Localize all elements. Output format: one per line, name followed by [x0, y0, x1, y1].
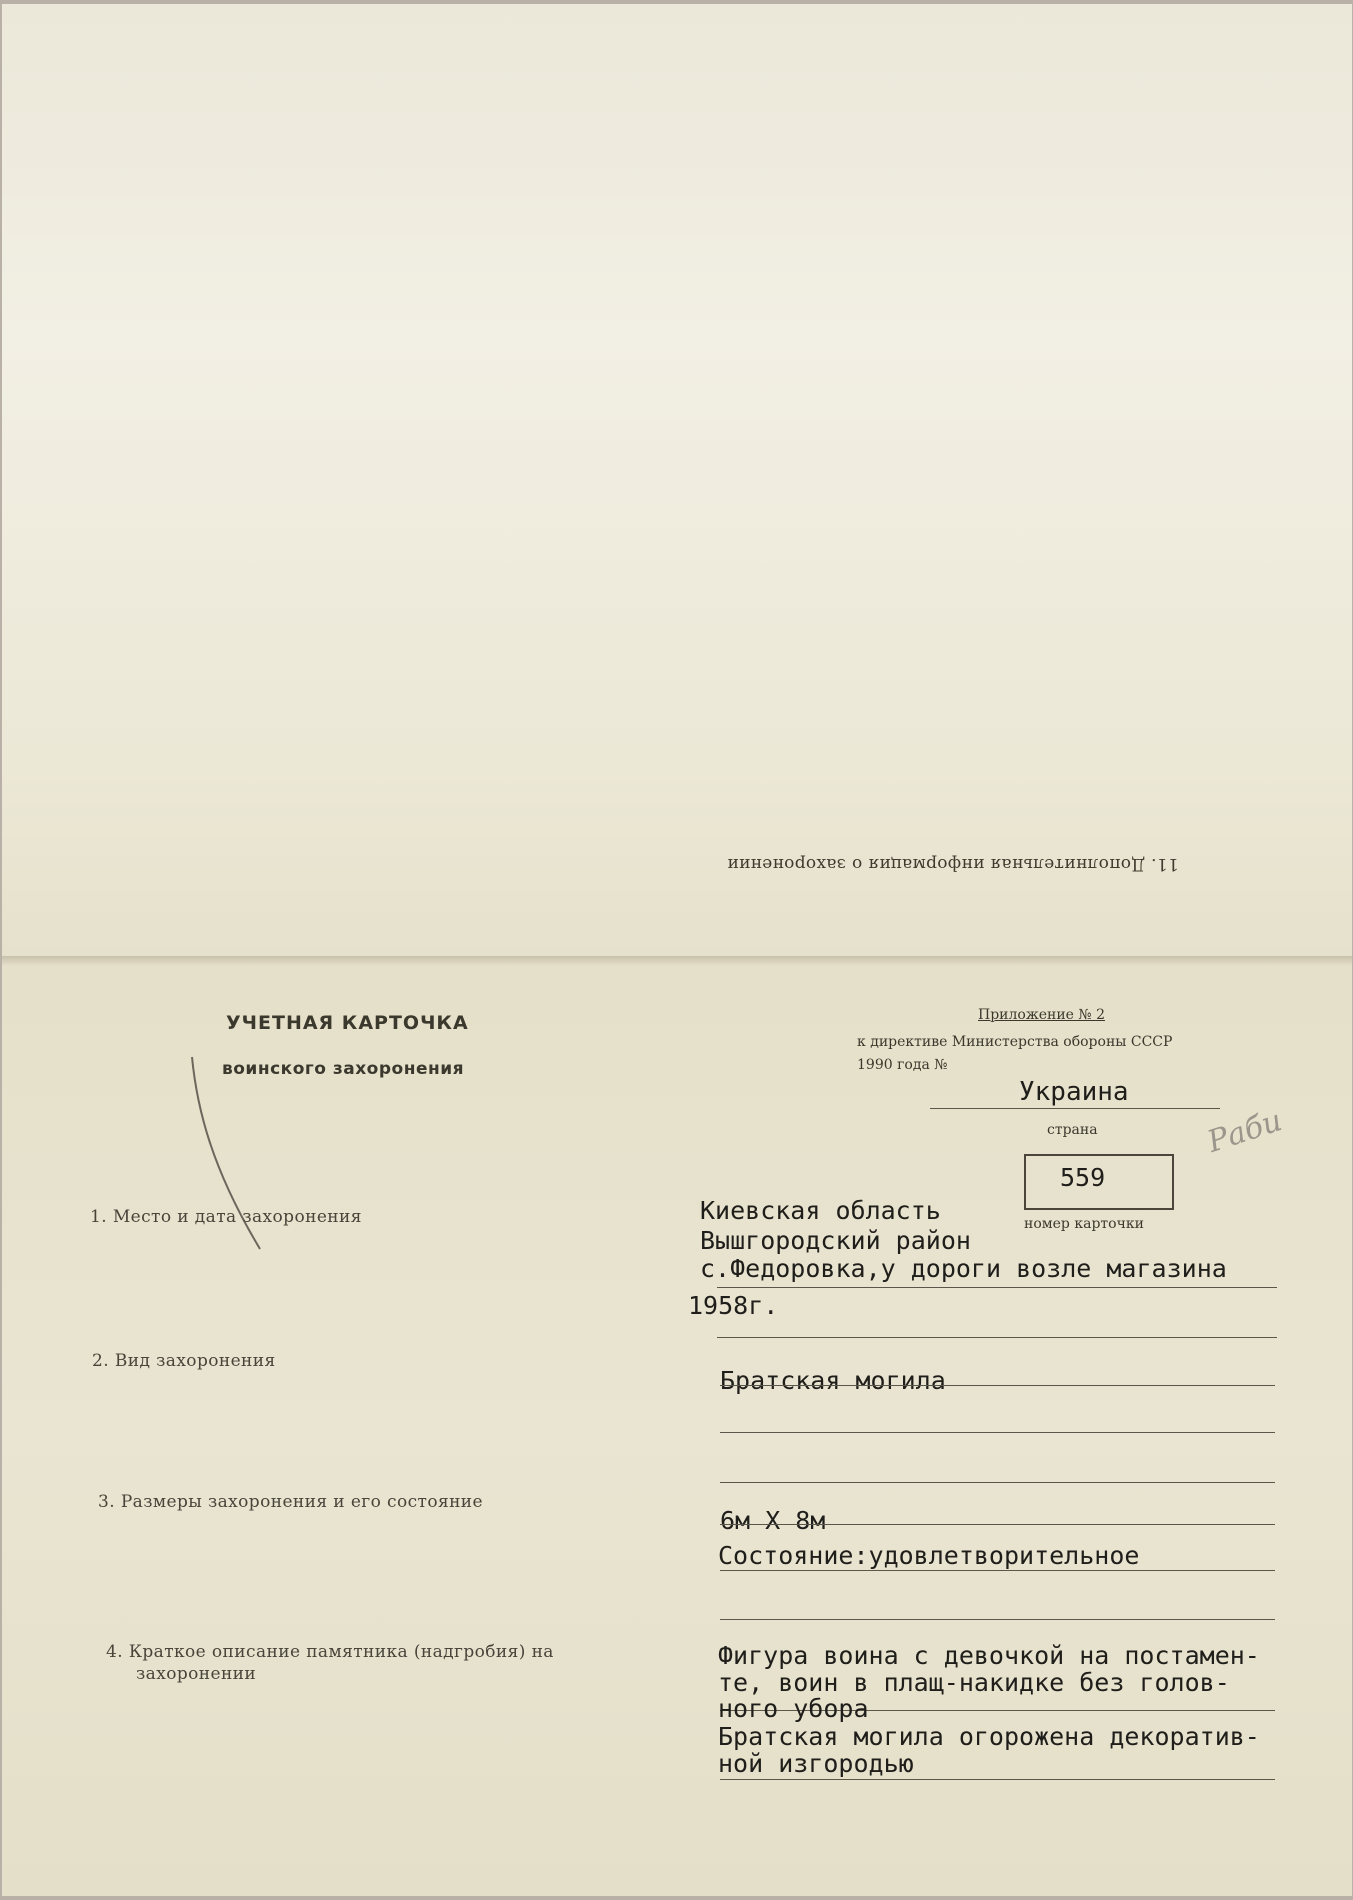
field-2-line-3 [720, 1482, 1275, 1483]
field-3-label: 3. Размеры захоронения и его состояние [98, 1492, 483, 1512]
field-4-value-1: Фигура воина с девочкой на постамен- [718, 1641, 1260, 1670]
field-2-line-2 [720, 1432, 1275, 1433]
directive-text: к директиве Министерства обороны СССР [857, 1034, 1173, 1050]
field-1-value-2: Вышгородский район [700, 1226, 971, 1255]
card-number-value: 559 [1060, 1163, 1106, 1192]
directive-year: 1990 года № [857, 1057, 948, 1073]
field-1-line-2 [717, 1337, 1277, 1338]
field-1-label: 1. Место и дата захоронения [90, 1207, 362, 1227]
card-title: УЧЕТНАЯ КАРТОЧКА [226, 1012, 469, 1034]
field-1-value-3: с.Федоровка,у дороги возле магазина [700, 1254, 1227, 1283]
field-4-label: 4. Краткое описание памятника (надгробия) на [106, 1642, 554, 1662]
pencil-stroke [182, 1049, 272, 1259]
record-card-sheet [2, 4, 1352, 1896]
field-3-value-2: Состояние:удовлетворительное [718, 1541, 1140, 1570]
field-4-value-2: те, воин в плащ-накидке без голов- [718, 1668, 1230, 1697]
card-subtitle: воинского захоронения [222, 1059, 465, 1079]
fold-line [2, 956, 1352, 966]
card-number-caption: номер карточки [1024, 1216, 1144, 1232]
country-caption: страна [1047, 1122, 1098, 1138]
field-4-value-4: Братская могила огорожена декоратив- [718, 1722, 1260, 1751]
field-4-label-cont: захоронении [136, 1664, 257, 1684]
field-4-value-3: ного убора [718, 1694, 869, 1723]
appendix-label: Приложение № 2 [978, 1007, 1105, 1023]
field-1-value-4: 1958г. [688, 1291, 779, 1320]
additional-info-heading: 11. Дополнительная информация о захоронении [727, 854, 1179, 874]
field-2-label: 2. Вид захоронения [92, 1351, 276, 1371]
field-3-line-3 [720, 1619, 1275, 1620]
field-4-line-2 [720, 1779, 1275, 1780]
field-3-line-2 [720, 1570, 1275, 1571]
country-value: Украина [1019, 1077, 1129, 1107]
field-2-line-1 [720, 1385, 1275, 1386]
pencil-note: Раби [1203, 1103, 1287, 1160]
field-2-value-1: Братская могила [720, 1366, 946, 1395]
field-1-value-1: Киевская область [700, 1196, 941, 1225]
back-side-folded [2, 4, 1352, 958]
field-1-line-1 [717, 1287, 1277, 1288]
field-3-value-1: 6м Х 8м [720, 1506, 826, 1535]
field-3-line-1 [720, 1524, 1275, 1525]
field-4-value-5: ной изгородью [718, 1749, 914, 1778]
country-line [930, 1108, 1220, 1109]
